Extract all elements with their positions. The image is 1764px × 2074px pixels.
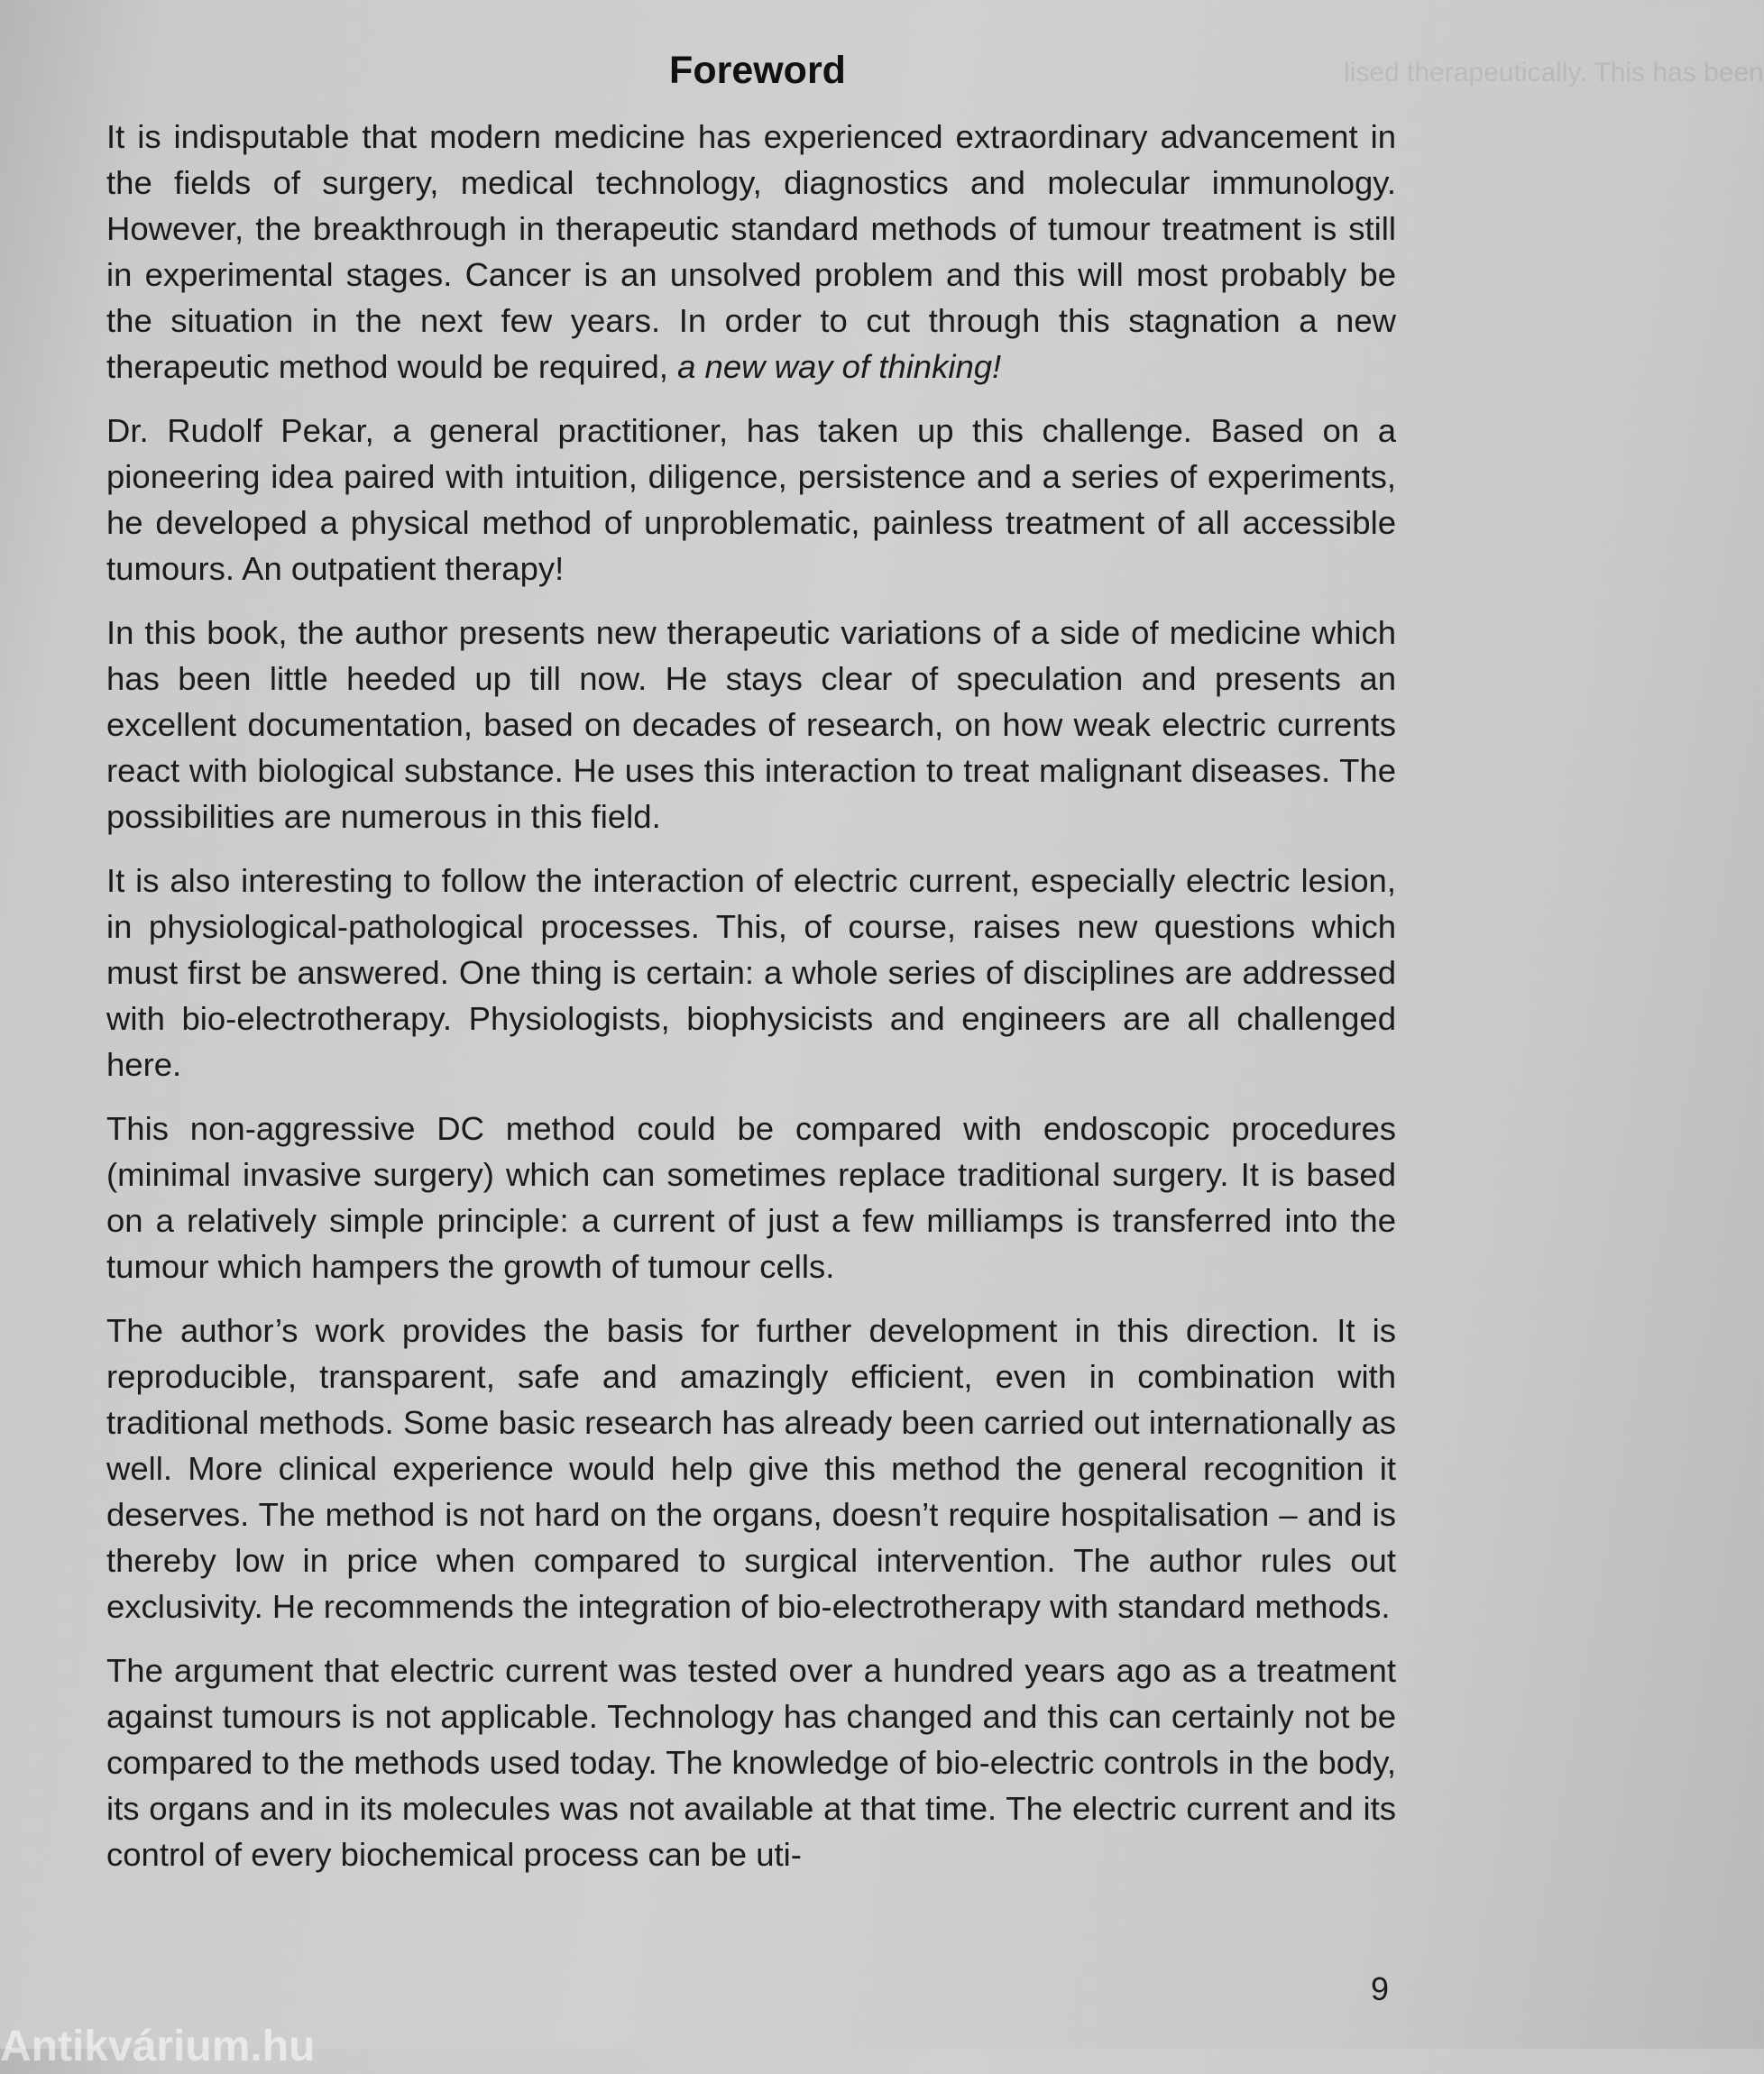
paragraph-3: In this book, the author presents new therapeutic variations of a side of medicine which has been little heeded up till now. He stays clear of speculation and presents an excellent documentation, based on decades of research, on how weak electric currents react with biological substance. He uses this interaction to treat malignant diseases. The possibilities are numerous in this field. (106, 614, 1396, 835)
paragraph-2: Dr. Rudolf Pekar, a general practitioner, has taken up this challenge. Based on a pioneering idea paired with intuition, diligence, persistence and a series of experiments, he developed a physical method of unproblematic, painless treatment of all accessible tumours. An outpatient therapy! (106, 412, 1396, 587)
paragraph-7: The argument that electric current was tested over a hundred years ago as a treatment against tumours is not applicable. Technology has changed and this can certainly not be compared to the methods used today. The knowledge of bio-electric controls in the body, its organs and in its molecules was not available at that time. The electric current and its control of every biochemical process can be uti- (106, 1652, 1396, 1873)
bleed-through-text: lised therapeutically. This has been (1344, 58, 1764, 87)
paragraph-1-emphasis: a new way of thinking! (677, 348, 1002, 385)
paragraph-5: This non-aggressive DC method could be compared with endoscopic procedures (minimal invasive surgery) which can sometimes replace traditional surgery. It is based on a relatively simple principle: a current of just a few milliamps is transferred into the tumour which hampers the growth of tumour cells. (106, 1110, 1396, 1285)
paragraph-1 (106, 114, 1396, 390)
page-title: Foreword (669, 49, 846, 92)
paragraph-6: The author’s work provides the basis for further development in this direction. It is reproducible, transparent, safe and amazingly efficient, even in combination with traditional methods. Some basic research has already been carried out internationally as well. More clinical experience would help give this method the general recognition it deserves. The method is not hard on the organs, doesn’t require hospitalisation – and is thereby low in price when compared to surgical intervention. The author rules out exclusivity. He recommends the integration of bio-electrotherapy with standard methods. (106, 1312, 1396, 1625)
watermark: Antikvárium.hu (0, 2023, 316, 2070)
paragraph-1-text: It is indisputable that modern medicine has experienced extraordinary advancement in the fields of surgery, medical technology, diagnostics and molecular immunology. However, the breakthrough in therapeutic standard methods of tumour treatment is still in experimental stages. Cancer is an unsolved problem and this will most probably be the situation in the next few years. In order to cut through this stagnation a new therapeutic method would be required, (106, 118, 1396, 385)
foreword-body (106, 114, 1396, 1895)
paragraph-4: It is also interesting to follow the interaction of electric current, especially electric lesion, in physiological-pathological processes. This, of course, raises new questions which must first be answered. One thing is certain: a whole series of disciplines are addressed with bio-electrotherapy. Physiologists, biophysicists and engineers are all challenged here. (106, 862, 1396, 1083)
page-number: 9 (1371, 1970, 1390, 2007)
